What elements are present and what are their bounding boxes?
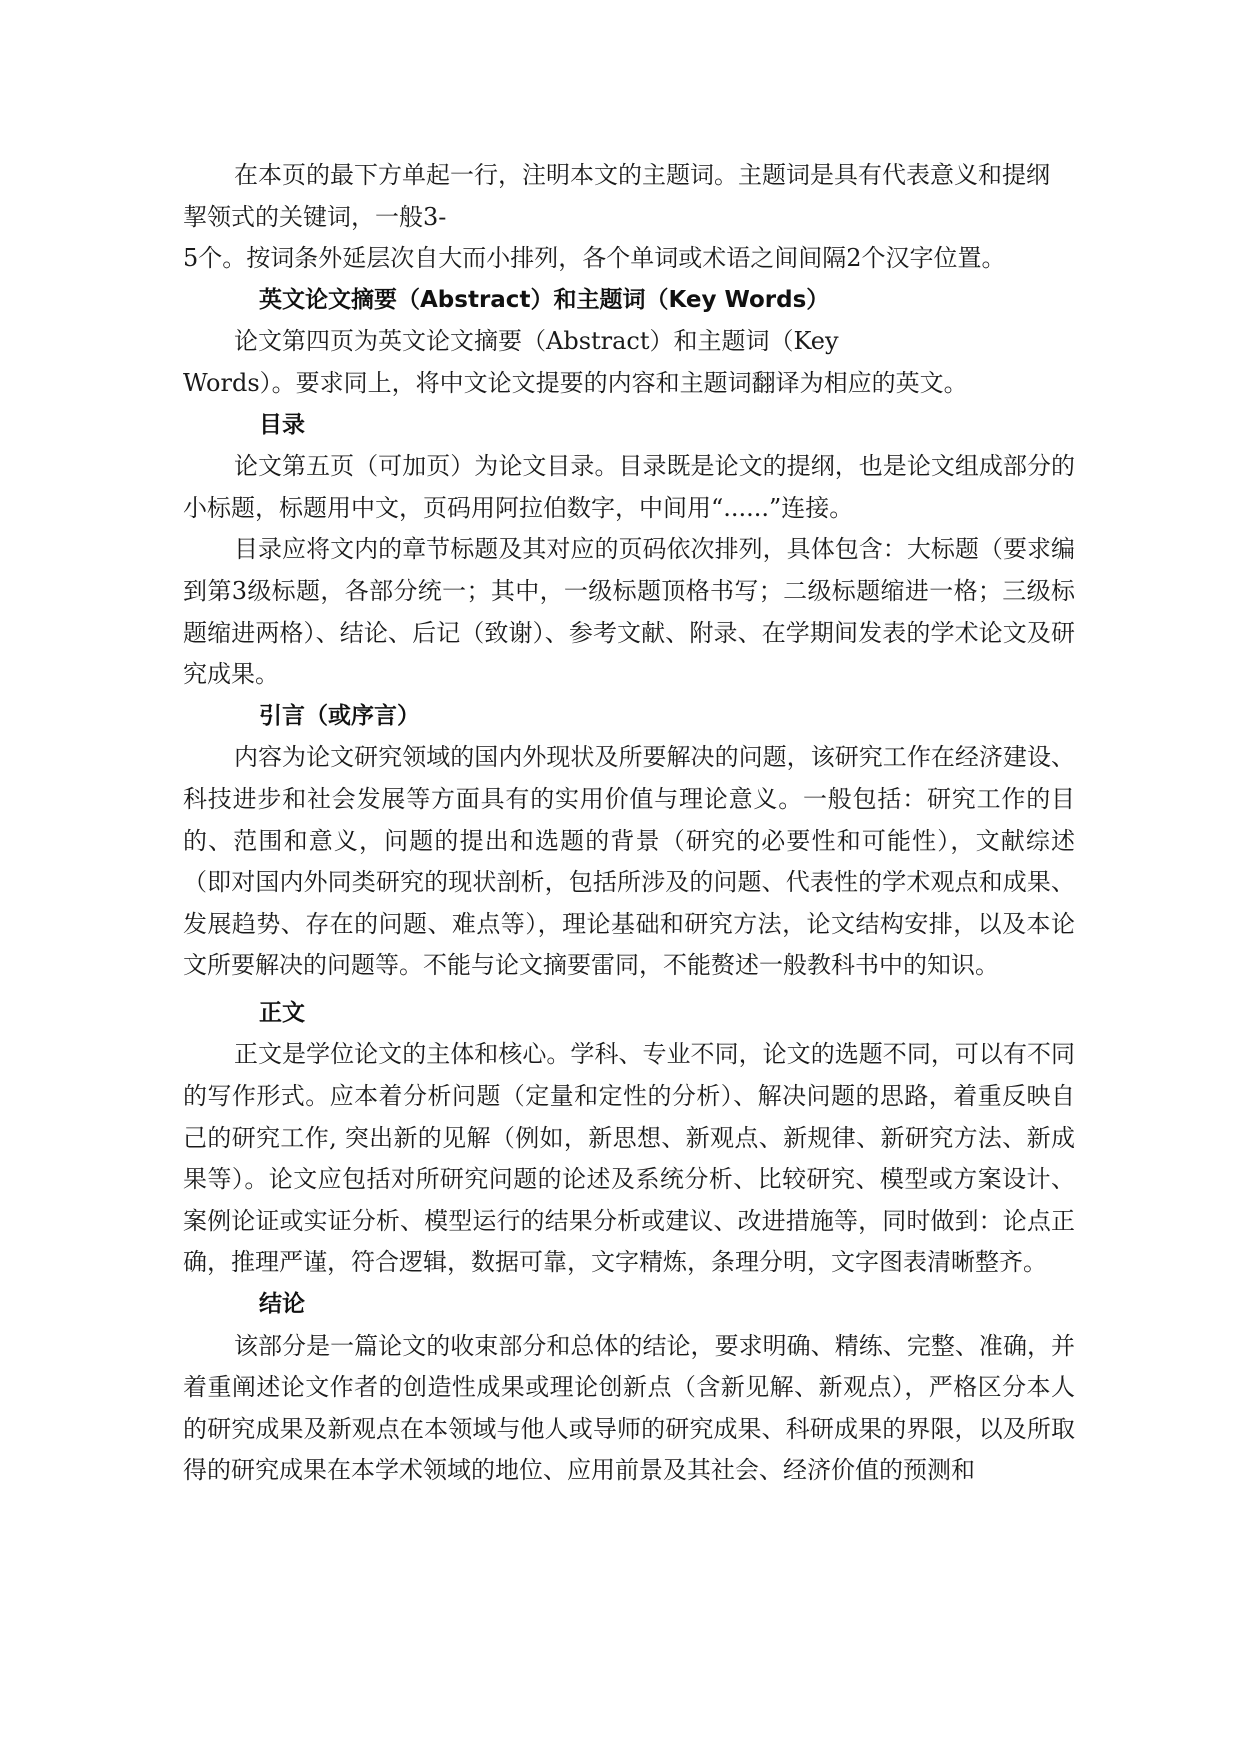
body-heading: 正文 (259, 999, 305, 1026)
document-page (183, 155, 1075, 1492)
abstract-paragraph (183, 321, 1075, 404)
toc-paragraph-1: 论文第五页（可加页）为论文目录。目录既是论文的提纲，也是论文组成部分的小标题，标题用中文，页码用阿拉伯数字，中间用“......”连接。 (183, 452, 1075, 522)
abstract-heading: 英文论文摘要（Abstract）和主题词（Key Words） (259, 286, 830, 313)
abstract-line-2: Words）。要求同上，将中文论文提要的内容和主题词翻译为相应的英文。 (183, 368, 968, 397)
keywords-line-3: 5个。按词条外延层次自大而小排列，各个单词或术语之间间隔2个汉字位置。 (183, 244, 1006, 273)
toc-heading: 目录 (259, 411, 305, 438)
intro-heading: 引言（或序言） (259, 702, 420, 729)
conclusion-heading: 结论 (259, 1291, 305, 1318)
keywords-line-2: 挈领式的关键词，一般3- (183, 202, 447, 231)
keywords-line-1: 在本页的最下方单起一行，注明本文的主题词。主题词是具有代表意义和提纲 (234, 161, 1050, 189)
abstract-line-1: 论文第四页为英文论文摘要（Abstract）和主题词（Key (234, 327, 839, 356)
conclusion-paragraph: 该部分是一篇论文的收束部分和总体的结论，要求明确、精练、完整、准确，并着重阐述论文作者的创造性成果或理论创新点（含新见解、新观点），严格区分本人的研究成果及新观点在本领域与他人或导师的研究成果、科研成果的界限，以及所取得的研究成果在本学术领域的地位、应用前景及其社会、经济价值的预测和 (183, 1331, 1075, 1485)
keywords-paragraph (183, 155, 1075, 280)
intro-paragraph: 内容为论文研究领域的国内外现状及所要解决的问题，该研究工作在经济建设、科技进步和社会发展等方面具有的实用价值与理论意义。一般包括：研究工作的目的、范围和意义，问题的提出和选题的背景（研究的必要性和可能性），文献综述（即对国内外同类研究的现状剖析，包括所涉及的问题、代表性的学术观点和成果、发展趋势、存在的问题、难点等），理论基础和研究方法，论文结构安排，以及本论文所要解决的问题等。不能与论文摘要雷同，不能赘述一般教科书中的知识。 (183, 743, 1075, 980)
body-paragraph: 正文是学位论文的主体和核心。学科、专业不同，论文的选题不同，可以有不同的写作形式。应本着分析问题（定量和定性的分析）、解决问题的思路，着重反映自己的研究工作, 突出新的见解（例如，新思想、新观点、新规律、新研究方法、新成果等）。论文应包括对所研究问题的论述及系统分析、比较研究、模型或方案设计、案例论证或实证分析、模型运行的结果分析或建议、改进措施等，同时做到：论点正确，推理严谨，符合逻辑，数据可靠，文字精炼，条理分明，文字图表清晰整齐。 (183, 1040, 1075, 1277)
toc-paragraph-2: 目录应将文内的章节标题及其对应的页码依次排列，具体包含：大标题（要求编到第3级标题，各部分统一；其中，一级标题顶格书写；二级标题缩进一格；三级标题缩进两格）、结论、后记（致谢）、参考文献、附录、在学期间发表的学术论文及研究成果。 (183, 535, 1075, 689)
